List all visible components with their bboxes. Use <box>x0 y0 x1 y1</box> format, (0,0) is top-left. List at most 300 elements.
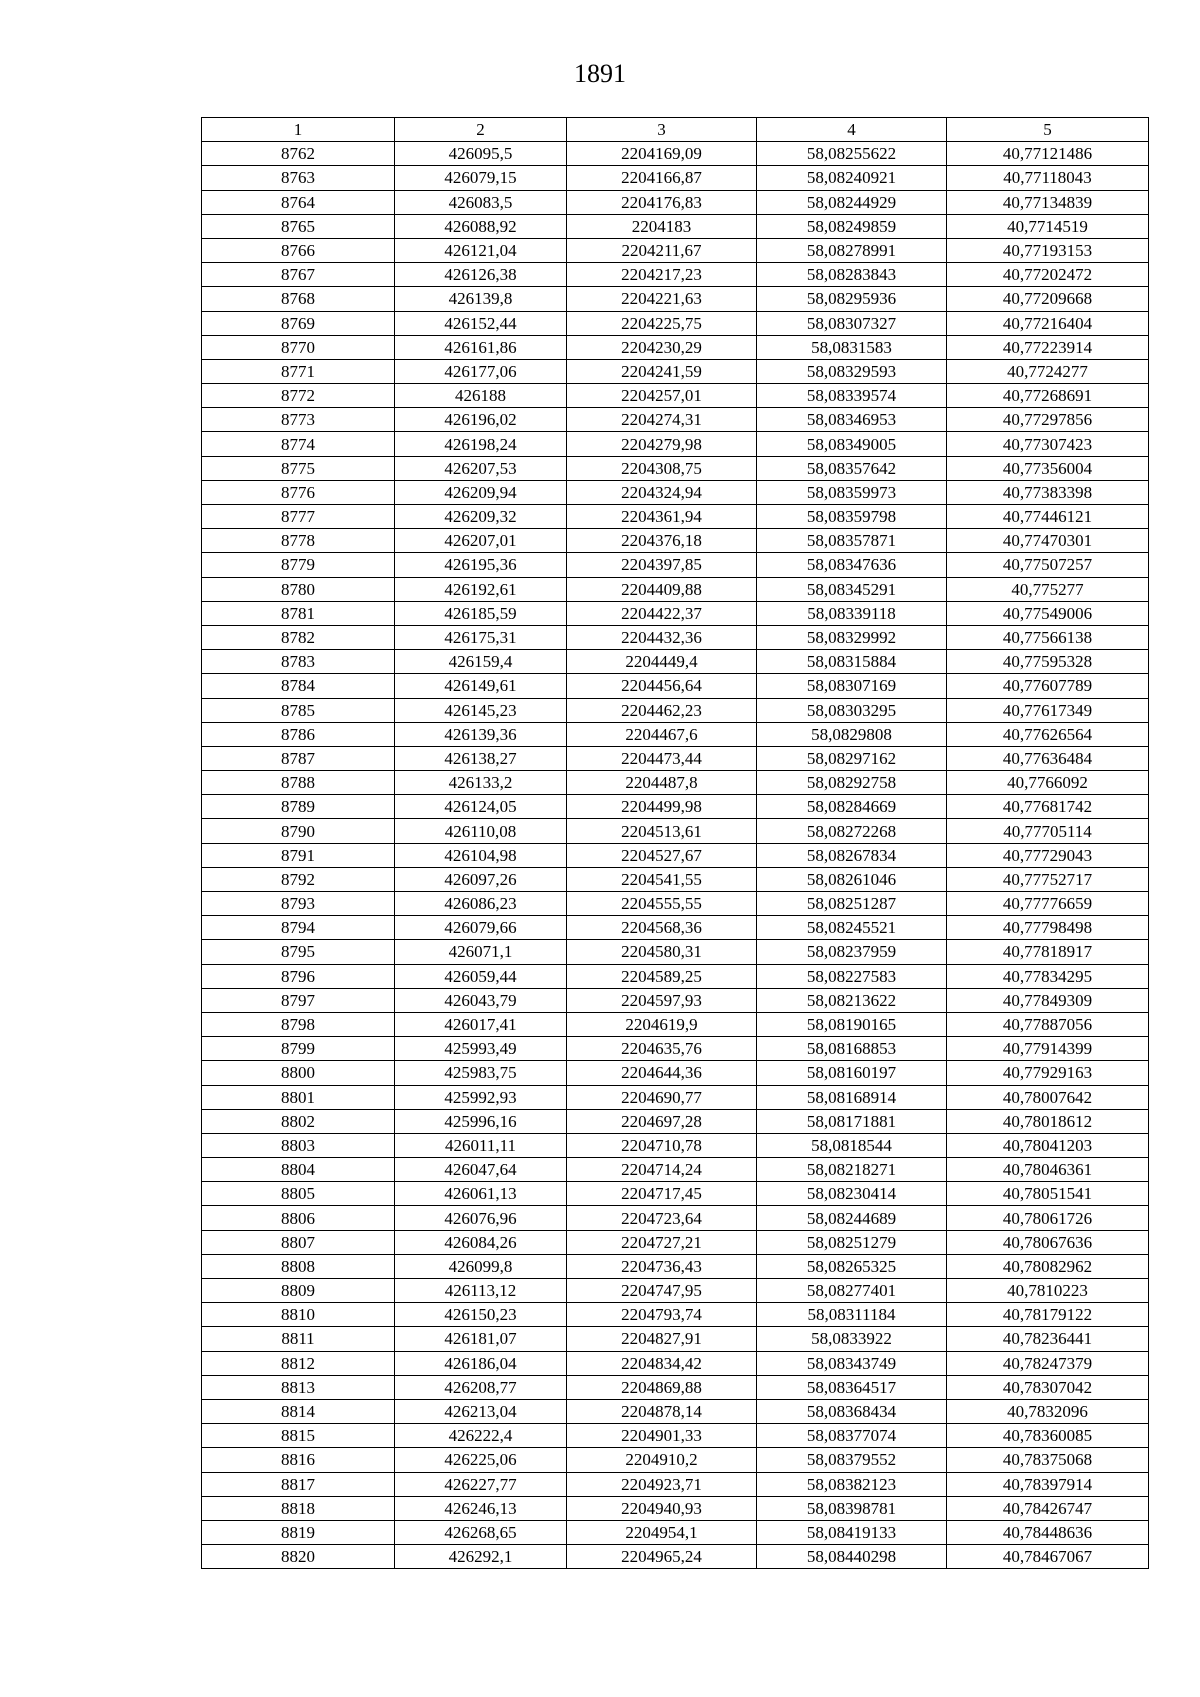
table-cell: 8795 <box>202 940 395 964</box>
table-cell: 426059,44 <box>395 964 567 988</box>
table-cell: 425992,93 <box>395 1085 567 1109</box>
table-cell: 426084,26 <box>395 1230 567 1254</box>
table-row <box>202 940 1149 964</box>
table-cell: 426145,23 <box>395 698 567 722</box>
table-row <box>202 1133 1149 1157</box>
table-cell: 8818 <box>202 1496 395 1520</box>
table-cell: 8790 <box>202 819 395 843</box>
table-row <box>202 819 1149 843</box>
table-row <box>202 746 1149 770</box>
table-row <box>202 1182 1149 1206</box>
table-cell: 2204527,67 <box>567 843 757 867</box>
table-cell: 426195,36 <box>395 553 567 577</box>
table-cell: 40,77626564 <box>947 722 1149 746</box>
table-cell: 58,08382123 <box>757 1472 947 1496</box>
table-cell: 58,08329593 <box>757 359 947 383</box>
column-header: 4 <box>757 118 947 142</box>
table-cell: 40,77818917 <box>947 940 1149 964</box>
table-cell: 426149,61 <box>395 674 567 698</box>
table-cell: 8803 <box>202 1133 395 1157</box>
table-cell: 58,08218271 <box>757 1158 947 1182</box>
table-cell: 58,08339118 <box>757 601 947 625</box>
table-cell: 40,77202472 <box>947 263 1149 287</box>
table-cell: 40,77914399 <box>947 1037 1149 1061</box>
table-cell: 8792 <box>202 867 395 891</box>
table-cell: 2204221,63 <box>567 287 757 311</box>
table-cell: 2204499,98 <box>567 795 757 819</box>
table-cell: 2204923,71 <box>567 1472 757 1496</box>
table-cell: 2204690,77 <box>567 1085 757 1109</box>
table-row <box>202 1254 1149 1278</box>
table-cell: 2204954,1 <box>567 1520 757 1544</box>
table-cell: 8816 <box>202 1448 395 1472</box>
table-cell: 40,77617349 <box>947 698 1149 722</box>
table-cell: 8813 <box>202 1375 395 1399</box>
table-cell: 8799 <box>202 1037 395 1061</box>
table-cell: 58,08168914 <box>757 1085 947 1109</box>
table-cell: 58,08240921 <box>757 166 947 190</box>
table-cell: 8767 <box>202 263 395 287</box>
table-cell: 426192,61 <box>395 577 567 601</box>
table-cell: 58,08345291 <box>757 577 947 601</box>
table-cell: 426076,96 <box>395 1206 567 1230</box>
table-cell: 2204279,98 <box>567 432 757 456</box>
table-cell: 2204308,75 <box>567 456 757 480</box>
table-cell: 58,08440298 <box>757 1545 947 1569</box>
table-cell: 40,77887056 <box>947 1012 1149 1036</box>
table-cell: 58,08419133 <box>757 1520 947 1544</box>
table-cell: 40,77752717 <box>947 867 1149 891</box>
table-cell: 426207,01 <box>395 529 567 553</box>
table-cell: 40,77776659 <box>947 892 1149 916</box>
table-cell: 426079,66 <box>395 916 567 940</box>
column-header: 2 <box>395 118 567 142</box>
table-cell: 2204176,83 <box>567 190 757 214</box>
table-row <box>202 1399 1149 1423</box>
table-cell: 426181,07 <box>395 1327 567 1351</box>
table-cell: 426104,98 <box>395 843 567 867</box>
table-cell: 8800 <box>202 1061 395 1085</box>
table-cell: 40,77607789 <box>947 674 1149 698</box>
table-cell: 40,77121486 <box>947 142 1149 166</box>
table-cell: 8774 <box>202 432 395 456</box>
table-row <box>202 190 1149 214</box>
table-row <box>202 1206 1149 1230</box>
table-cell: 2204467,6 <box>567 722 757 746</box>
table-cell: 58,08213622 <box>757 988 947 1012</box>
table-cell: 2204169,09 <box>567 142 757 166</box>
table-cell: 426079,15 <box>395 166 567 190</box>
table-row <box>202 1037 1149 1061</box>
table-cell: 8762 <box>202 142 395 166</box>
table-cell: 40,78082962 <box>947 1254 1149 1278</box>
table-cell: 40,78307042 <box>947 1375 1149 1399</box>
table-cell: 8810 <box>202 1303 395 1327</box>
table-cell: 426043,79 <box>395 988 567 1012</box>
table-cell: 58,08277401 <box>757 1279 947 1303</box>
table-cell: 8783 <box>202 650 395 674</box>
table-cell: 8766 <box>202 238 395 262</box>
table-cell: 2204274,31 <box>567 408 757 432</box>
coordinates-table <box>201 117 1149 1569</box>
table-cell: 426097,26 <box>395 867 567 891</box>
table-cell: 426227,77 <box>395 1472 567 1496</box>
table-cell: 426138,27 <box>395 746 567 770</box>
table-cell: 58,0833922 <box>757 1327 947 1351</box>
table-row <box>202 722 1149 746</box>
table-cell: 40,77268691 <box>947 384 1149 408</box>
table-cell: 40,7714519 <box>947 214 1149 238</box>
table-cell: 58,08237959 <box>757 940 947 964</box>
table-cell: 8801 <box>202 1085 395 1109</box>
table-cell: 40,77223914 <box>947 335 1149 359</box>
table-cell: 58,08292758 <box>757 771 947 795</box>
table-row <box>202 964 1149 988</box>
table-row <box>202 480 1149 504</box>
table-cell: 2204555,55 <box>567 892 757 916</box>
table-cell: 426185,59 <box>395 601 567 625</box>
table-cell: 40,78061726 <box>947 1206 1149 1230</box>
table-row <box>202 698 1149 722</box>
table-cell: 2204727,21 <box>567 1230 757 1254</box>
table-cell: 8788 <box>202 771 395 795</box>
table-cell: 2204619,9 <box>567 1012 757 1036</box>
table-cell: 2204901,33 <box>567 1424 757 1448</box>
table-cell: 426196,02 <box>395 408 567 432</box>
table-cell: 40,78041203 <box>947 1133 1149 1157</box>
table-cell: 58,08311184 <box>757 1303 947 1327</box>
table-cell: 40,77356004 <box>947 456 1149 480</box>
table-cell: 426110,08 <box>395 819 567 843</box>
table-row <box>202 1303 1149 1327</box>
table-cell: 8804 <box>202 1158 395 1182</box>
table-row <box>202 625 1149 649</box>
table-cell: 2204432,36 <box>567 625 757 649</box>
table-cell: 426292,1 <box>395 1545 567 1569</box>
table-cell: 40,78018612 <box>947 1109 1149 1133</box>
table-cell: 426188 <box>395 384 567 408</box>
table-cell: 58,08359798 <box>757 505 947 529</box>
table-cell: 40,78179122 <box>947 1303 1149 1327</box>
table-cell: 40,77849309 <box>947 988 1149 1012</box>
table-cell: 426088,92 <box>395 214 567 238</box>
table-row <box>202 892 1149 916</box>
table-cell: 40,78467067 <box>947 1545 1149 1569</box>
table-row <box>202 1545 1149 1569</box>
table-cell: 8779 <box>202 553 395 577</box>
table-cell: 58,08357642 <box>757 456 947 480</box>
table-cell: 58,0818544 <box>757 1133 947 1157</box>
table-cell: 8764 <box>202 190 395 214</box>
table-cell: 426017,41 <box>395 1012 567 1036</box>
table-cell: 2204793,74 <box>567 1303 757 1327</box>
table-cell: 8811 <box>202 1327 395 1351</box>
table-cell: 58,08230414 <box>757 1182 947 1206</box>
table-cell: 8809 <box>202 1279 395 1303</box>
table-cell: 40,78375068 <box>947 1448 1149 1472</box>
table-cell: 2204422,37 <box>567 601 757 625</box>
table-cell: 426177,06 <box>395 359 567 383</box>
table-cell: 8806 <box>202 1206 395 1230</box>
column-header: 1 <box>202 118 395 142</box>
table-cell: 2204710,78 <box>567 1133 757 1157</box>
table-cell: 426159,4 <box>395 650 567 674</box>
table-cell: 425996,16 <box>395 1109 567 1133</box>
table-cell: 2204644,36 <box>567 1061 757 1085</box>
table-row <box>202 601 1149 625</box>
table-cell: 58,08303295 <box>757 698 947 722</box>
table-row <box>202 1375 1149 1399</box>
table-row <box>202 1496 1149 1520</box>
table-cell: 8770 <box>202 335 395 359</box>
table-cell: 2204409,88 <box>567 577 757 601</box>
table-row <box>202 553 1149 577</box>
table-cell: 426213,04 <box>395 1399 567 1423</box>
table-cell: 2204635,76 <box>567 1037 757 1061</box>
table-cell: 426198,24 <box>395 432 567 456</box>
table-cell: 58,0829808 <box>757 722 947 746</box>
table-cell: 40,77297856 <box>947 408 1149 432</box>
table-row <box>202 287 1149 311</box>
table-cell: 8814 <box>202 1399 395 1423</box>
table-cell: 2204597,93 <box>567 988 757 1012</box>
table-cell: 8773 <box>202 408 395 432</box>
table-cell: 8775 <box>202 456 395 480</box>
table-cell: 8778 <box>202 529 395 553</box>
table-cell: 2204589,25 <box>567 964 757 988</box>
table-cell: 40,77798498 <box>947 916 1149 940</box>
table-cell: 8785 <box>202 698 395 722</box>
table-cell: 40,775277 <box>947 577 1149 601</box>
table-cell: 8791 <box>202 843 395 867</box>
table-row <box>202 311 1149 335</box>
table-cell: 8786 <box>202 722 395 746</box>
table-cell: 2204361,94 <box>567 505 757 529</box>
table-cell: 2204827,91 <box>567 1327 757 1351</box>
table-cell: 58,08283843 <box>757 263 947 287</box>
table-cell: 8776 <box>202 480 395 504</box>
table-cell: 58,08171881 <box>757 1109 947 1133</box>
table-cell: 40,77507257 <box>947 553 1149 577</box>
table-row <box>202 408 1149 432</box>
table-cell: 40,7766092 <box>947 771 1149 795</box>
table-cell: 2204513,61 <box>567 819 757 843</box>
table-row <box>202 263 1149 287</box>
table-header-row <box>202 118 1149 142</box>
table-cell: 40,77729043 <box>947 843 1149 867</box>
table-cell: 40,77446121 <box>947 505 1149 529</box>
table-cell: 58,08160197 <box>757 1061 947 1085</box>
table-cell: 2204456,64 <box>567 674 757 698</box>
table-cell: 40,77209668 <box>947 287 1149 311</box>
table-cell: 2204487,8 <box>567 771 757 795</box>
table-cell: 8793 <box>202 892 395 916</box>
table-cell: 58,08272268 <box>757 819 947 843</box>
table-cell: 40,78247379 <box>947 1351 1149 1375</box>
table-cell: 8772 <box>202 384 395 408</box>
table-cell: 2204940,93 <box>567 1496 757 1520</box>
table-cell: 58,08347636 <box>757 553 947 577</box>
table-cell: 2204717,45 <box>567 1182 757 1206</box>
table-cell: 426209,32 <box>395 505 567 529</box>
table-cell: 40,78067636 <box>947 1230 1149 1254</box>
table-row <box>202 1448 1149 1472</box>
table-cell: 426139,8 <box>395 287 567 311</box>
table-cell: 40,77681742 <box>947 795 1149 819</box>
table-cell: 425993,49 <box>395 1037 567 1061</box>
table-row <box>202 674 1149 698</box>
column-header: 5 <box>947 118 1149 142</box>
table-cell: 8798 <box>202 1012 395 1036</box>
table-row <box>202 214 1149 238</box>
table-cell: 2204217,23 <box>567 263 757 287</box>
table-cell: 2204462,23 <box>567 698 757 722</box>
table-cell: 58,08364517 <box>757 1375 947 1399</box>
table-row <box>202 577 1149 601</box>
table-cell: 58,08346953 <box>757 408 947 432</box>
table-cell: 426175,31 <box>395 625 567 649</box>
table-cell: 2204324,94 <box>567 480 757 504</box>
table-cell: 58,08265325 <box>757 1254 947 1278</box>
table-cell: 8765 <box>202 214 395 238</box>
table-row <box>202 505 1149 529</box>
table-cell: 426246,13 <box>395 1496 567 1520</box>
table-row <box>202 988 1149 1012</box>
table-cell: 40,77595328 <box>947 650 1149 674</box>
table-cell: 426083,5 <box>395 190 567 214</box>
table-row <box>202 1230 1149 1254</box>
page-number: 1891 <box>574 59 626 88</box>
table-cell: 426099,8 <box>395 1254 567 1278</box>
table-cell: 8812 <box>202 1351 395 1375</box>
table-cell: 2204230,29 <box>567 335 757 359</box>
table-cell: 40,78236441 <box>947 1327 1149 1351</box>
table-cell: 40,77216404 <box>947 311 1149 335</box>
table-cell: 58,08339574 <box>757 384 947 408</box>
table-cell: 2204714,24 <box>567 1158 757 1182</box>
table-row <box>202 456 1149 480</box>
table-cell: 426011,11 <box>395 1133 567 1157</box>
table-cell: 426095,5 <box>395 142 567 166</box>
table-cell: 425983,75 <box>395 1061 567 1085</box>
table-row <box>202 359 1149 383</box>
table-row <box>202 1351 1149 1375</box>
table-cell: 2204257,01 <box>567 384 757 408</box>
table-cell: 58,08227583 <box>757 964 947 988</box>
table-cell: 8787 <box>202 746 395 770</box>
table-row <box>202 384 1149 408</box>
table-cell: 58,08329992 <box>757 625 947 649</box>
table-cell: 40,77470301 <box>947 529 1149 553</box>
table-cell: 2204376,18 <box>567 529 757 553</box>
table-cell: 426061,13 <box>395 1182 567 1206</box>
table-cell: 8805 <box>202 1182 395 1206</box>
table-cell: 2204241,59 <box>567 359 757 383</box>
table-cell: 426126,38 <box>395 263 567 287</box>
table-cell: 2204211,67 <box>567 238 757 262</box>
table-cell: 2204910,2 <box>567 1448 757 1472</box>
table-cell: 2204723,64 <box>567 1206 757 1230</box>
table-cell: 40,78046361 <box>947 1158 1149 1182</box>
table-cell: 58,08297162 <box>757 746 947 770</box>
table-row <box>202 1109 1149 1133</box>
table-row <box>202 1424 1149 1448</box>
table-body <box>202 142 1149 1569</box>
table-cell: 58,08244929 <box>757 190 947 214</box>
table-cell: 58,08295936 <box>757 287 947 311</box>
table-cell: 58,08251287 <box>757 892 947 916</box>
table-cell: 40,78007642 <box>947 1085 1149 1109</box>
table-cell: 426186,04 <box>395 1351 567 1375</box>
table-row <box>202 335 1149 359</box>
table-cell: 58,08261046 <box>757 867 947 891</box>
table-cell: 8815 <box>202 1424 395 1448</box>
table-row <box>202 1061 1149 1085</box>
table-row <box>202 843 1149 867</box>
table-cell: 40,77134839 <box>947 190 1149 214</box>
table-cell: 2204580,31 <box>567 940 757 964</box>
table-cell: 40,7810223 <box>947 1279 1149 1303</box>
table-row <box>202 1327 1149 1351</box>
table-cell: 8784 <box>202 674 395 698</box>
table-cell: 58,08249859 <box>757 214 947 238</box>
table-cell: 40,77566138 <box>947 625 1149 649</box>
table-cell: 40,78397914 <box>947 1472 1149 1496</box>
table-row <box>202 1012 1149 1036</box>
table-cell: 2204541,55 <box>567 867 757 891</box>
table-cell: 8817 <box>202 1472 395 1496</box>
table-row <box>202 771 1149 795</box>
column-header: 3 <box>567 118 757 142</box>
table-cell: 2204166,87 <box>567 166 757 190</box>
table-cell: 8796 <box>202 964 395 988</box>
table-cell: 58,08343749 <box>757 1351 947 1375</box>
table-cell: 58,08245521 <box>757 916 947 940</box>
table-cell: 8769 <box>202 311 395 335</box>
table-cell: 426225,06 <box>395 1448 567 1472</box>
table-cell: 8807 <box>202 1230 395 1254</box>
table-row <box>202 916 1149 940</box>
table-cell: 58,08349005 <box>757 432 947 456</box>
table-cell: 2204397,85 <box>567 553 757 577</box>
table-cell: 2204225,75 <box>567 311 757 335</box>
table-cell: 58,08307169 <box>757 674 947 698</box>
table-cell: 426113,12 <box>395 1279 567 1303</box>
table-cell: 58,08251279 <box>757 1230 947 1254</box>
table-cell: 58,08359973 <box>757 480 947 504</box>
table-row <box>202 1472 1149 1496</box>
table-row <box>202 529 1149 553</box>
table-cell: 426207,53 <box>395 456 567 480</box>
table-cell: 426268,65 <box>395 1520 567 1544</box>
table-cell: 426161,86 <box>395 335 567 359</box>
table-cell: 8771 <box>202 359 395 383</box>
table-cell: 426152,44 <box>395 311 567 335</box>
table-row <box>202 1279 1149 1303</box>
table-cell: 8789 <box>202 795 395 819</box>
table-cell: 40,77307423 <box>947 432 1149 456</box>
table-cell: 40,77834295 <box>947 964 1149 988</box>
table-cell: 8781 <box>202 601 395 625</box>
table-cell: 426071,1 <box>395 940 567 964</box>
table-cell: 58,08379552 <box>757 1448 947 1472</box>
table-cell: 58,0831583 <box>757 335 947 359</box>
table-cell: 426086,23 <box>395 892 567 916</box>
table-cell: 2204878,14 <box>567 1399 757 1423</box>
table-cell: 8777 <box>202 505 395 529</box>
table-cell: 58,08267834 <box>757 843 947 867</box>
table-row <box>202 166 1149 190</box>
